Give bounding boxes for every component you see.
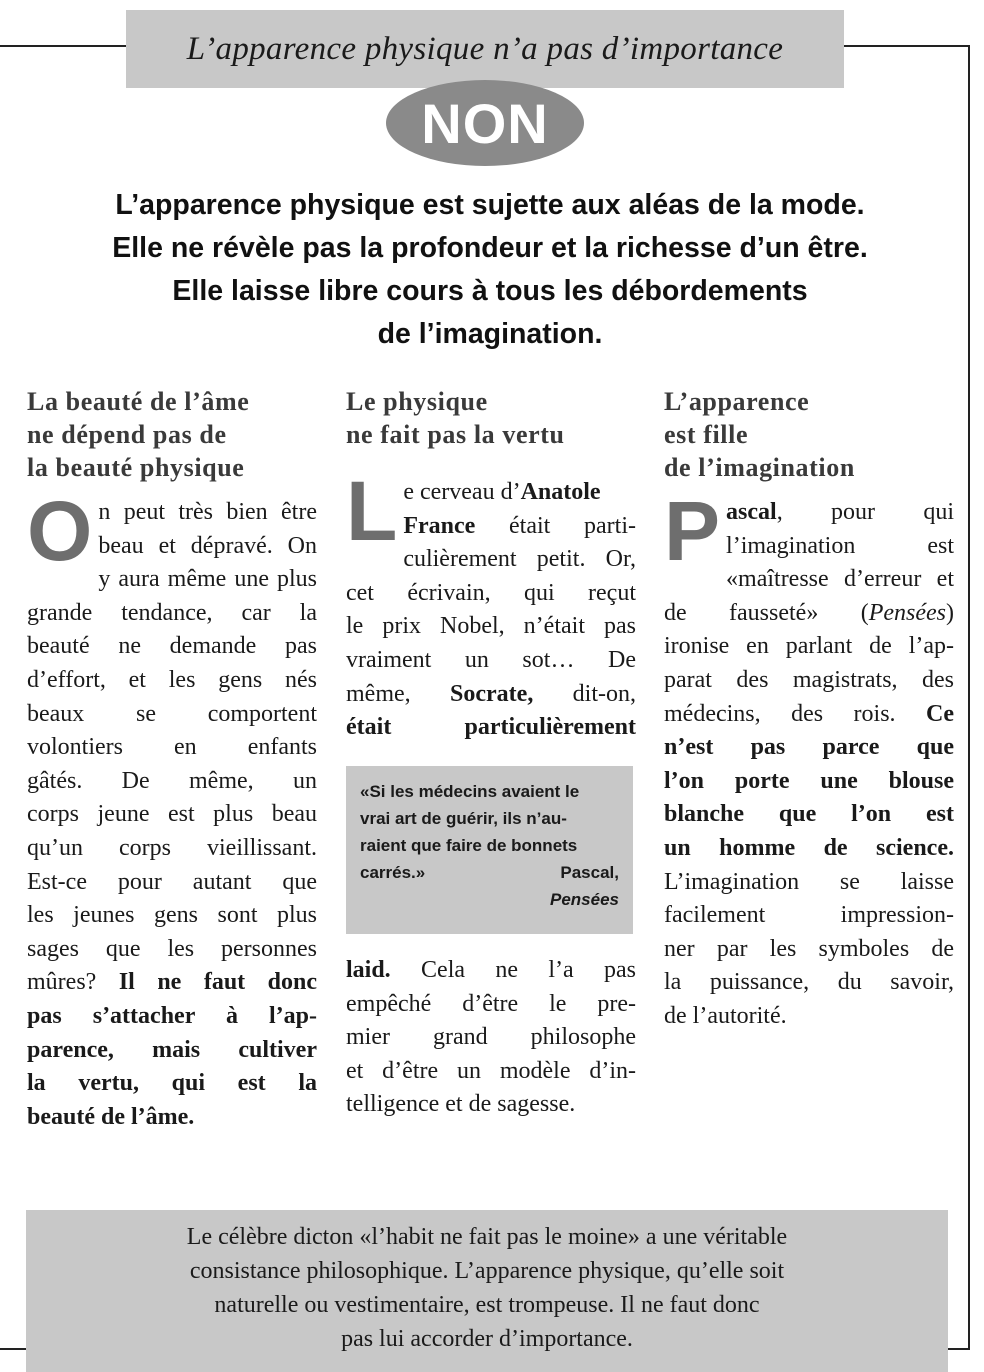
text-line: qu’un corps vieillissant. [27, 834, 317, 861]
column-heading [346, 385, 636, 451]
column-beaute-ame [27, 385, 317, 1134]
bold-segment: Socrate, [450, 680, 534, 707]
conclusion-line: pas lui accorder d’importance. [341, 1326, 633, 1352]
italic-segment: Pensées [868, 599, 946, 626]
text-line: empêché d’être le pre- [346, 990, 636, 1017]
text-line [664, 698, 954, 732]
text-line: beau et dépravé. On [98, 532, 317, 559]
page-title: L’apparence physique n’a pas d’importance [186, 30, 784, 67]
text-line: telligence et de sagesse. [346, 1091, 576, 1118]
quote-line: carrés.» [360, 863, 426, 882]
frame-bottom-right-line [948, 1348, 970, 1350]
column-heading [27, 385, 317, 484]
text-line: ner par les symboles de [664, 935, 954, 962]
text-line: volontiers en enfants [27, 734, 317, 761]
text-line: les jeunes gens sont plus [27, 902, 317, 929]
text-line [346, 678, 636, 712]
non-badge [386, 80, 584, 166]
conclusion-line: naturelle ou vestimentaire, est trompeuse. Il ne faut donc [214, 1292, 760, 1318]
text-line: n peut très bien être [98, 499, 317, 525]
text-line: ironise en parlant de l’ap- [664, 633, 954, 660]
bold-segment: ascal [726, 499, 777, 525]
text-line: était particulièrement [346, 714, 636, 741]
text-line: corps jeune est plus beau [27, 801, 317, 828]
column-body [664, 484, 955, 1034]
text-line: beaux se comportent [27, 700, 317, 727]
text-line: n’est pas parce que [664, 734, 954, 761]
text-line: l’imagination est [726, 532, 954, 559]
text-line: cet écrivain, qui reçut [346, 579, 636, 606]
frame-top-left-line [0, 45, 126, 47]
frame-top-right-line [844, 45, 970, 47]
text-segment: Cela ne l’a pas [390, 957, 636, 983]
text-segment: , pour qui [776, 499, 954, 525]
quote-line: raient que faire de bonnets [360, 836, 578, 855]
text-line: L’imagination se laisse [664, 868, 954, 895]
bold-segment: Il ne faut donc [118, 969, 317, 996]
text-line: de l’autorité. [664, 1002, 787, 1029]
text-line: beauté de l’âme. [27, 1103, 195, 1130]
heading-line: ne dépend pas de [27, 420, 227, 449]
lead-line: de l’imagination. [377, 318, 603, 350]
text-segment: médecins, des rois. [664, 700, 896, 727]
frame-bottom-left-line [0, 1348, 26, 1350]
text-line: mier grand philosophe [346, 1024, 636, 1051]
bold-segment: Anatole [520, 479, 601, 505]
quote-line: vrai art de guérir, ils n’au- [360, 809, 567, 828]
text-segment: de fausseté» ( [664, 599, 869, 626]
column-body [346, 464, 637, 745]
heading-line: Le physique [346, 387, 488, 416]
dropcap: O [27, 484, 93, 578]
text-line: la puissance, du savoir, [664, 969, 954, 996]
text-line: culièrement petit. Or, [403, 546, 636, 573]
quote-line: «Si les médecins avaient le [360, 782, 580, 801]
bold-segment: France [403, 512, 476, 539]
column-physique-vertu-continued [346, 954, 636, 1122]
text-line [664, 597, 954, 631]
text-segment: était parti- [475, 512, 636, 539]
text-segment: mûres? [27, 969, 97, 996]
text-line: parence, mais cultiver [27, 1036, 317, 1063]
heading-line: la beauté physique [27, 453, 245, 482]
quote-last-row [360, 859, 619, 886]
bold-segment: laid. [346, 957, 391, 983]
conclusion-band [26, 1210, 948, 1372]
text-line: «maîtresse d’erreur et [726, 566, 954, 593]
dropcap: L [346, 464, 398, 558]
text-line: pas s’attacher à l’ap- [27, 1002, 317, 1029]
bold-segment: Ce [926, 700, 955, 727]
badge-label: NON [421, 91, 549, 155]
lead-paragraph [40, 184, 940, 356]
text-line: gâtés. De même, un [27, 767, 317, 794]
text-line: d’effort, et les gens nés [27, 666, 317, 693]
text-line: facilement impression- [664, 902, 954, 929]
dropcap: P [664, 484, 721, 578]
column-physique-vertu [346, 385, 636, 745]
conclusion-line: Le célèbre dicton «l’habit ne fait pas le moine» a une véritable [186, 1224, 788, 1250]
text-segment: ) [946, 599, 954, 626]
heading-line: ne fait pas la vertu [346, 420, 565, 449]
text-line: un homme de science. [664, 834, 954, 861]
quote-work: Pensées [550, 890, 619, 909]
heading-line: est fille [664, 420, 749, 449]
text-line: y aura même une plus [98, 566, 317, 593]
quote-box [346, 766, 633, 934]
text-segment: dit-on, [533, 680, 637, 707]
quote-author: Pascal, [560, 863, 619, 882]
text-segment: même, [346, 680, 451, 707]
text-line: Est-ce pour autant que [27, 868, 317, 895]
text-segment: e cerveau d’ [403, 479, 521, 505]
text-line: le prix Nobel, n’était pas [346, 613, 636, 640]
text-line [27, 966, 317, 1000]
text-line [346, 954, 636, 988]
heading-line: L’apparence [664, 387, 810, 416]
heading-line: de l’imagination [664, 453, 855, 482]
text-line: grande tendance, car la [27, 599, 317, 626]
text-line: et d’être un modèle d’in- [346, 1057, 636, 1084]
column-heading [664, 385, 954, 484]
text-line: la vertu, qui est la [27, 1070, 317, 1097]
column-apparence-imagination [664, 385, 954, 1034]
lead-line: Elle ne révèle pas la profondeur et la richesse d’un être. [112, 232, 868, 264]
text-line: parat des magistrats, des [664, 666, 954, 693]
text-line: blanche que l’on est [664, 801, 954, 828]
lead-line: Elle laisse libre cours à tous les débordements [172, 275, 808, 307]
conclusion-line: consistance philosophique. L’apparence physique, qu’elle soit [189, 1258, 785, 1284]
frame-right-line [968, 45, 970, 1350]
text-line: l’on porte une blouse [664, 767, 954, 794]
lead-line: L’apparence physique est sujette aux aléas de la mode. [115, 189, 865, 221]
text-line: sages que les personnes [27, 935, 317, 962]
text-line: beauté ne demande pas [27, 633, 317, 660]
title-band [126, 10, 844, 88]
heading-line: La beauté de l’âme [27, 387, 250, 416]
text-line: vraiment un sot… De [346, 646, 636, 673]
column-body [27, 484, 317, 1134]
